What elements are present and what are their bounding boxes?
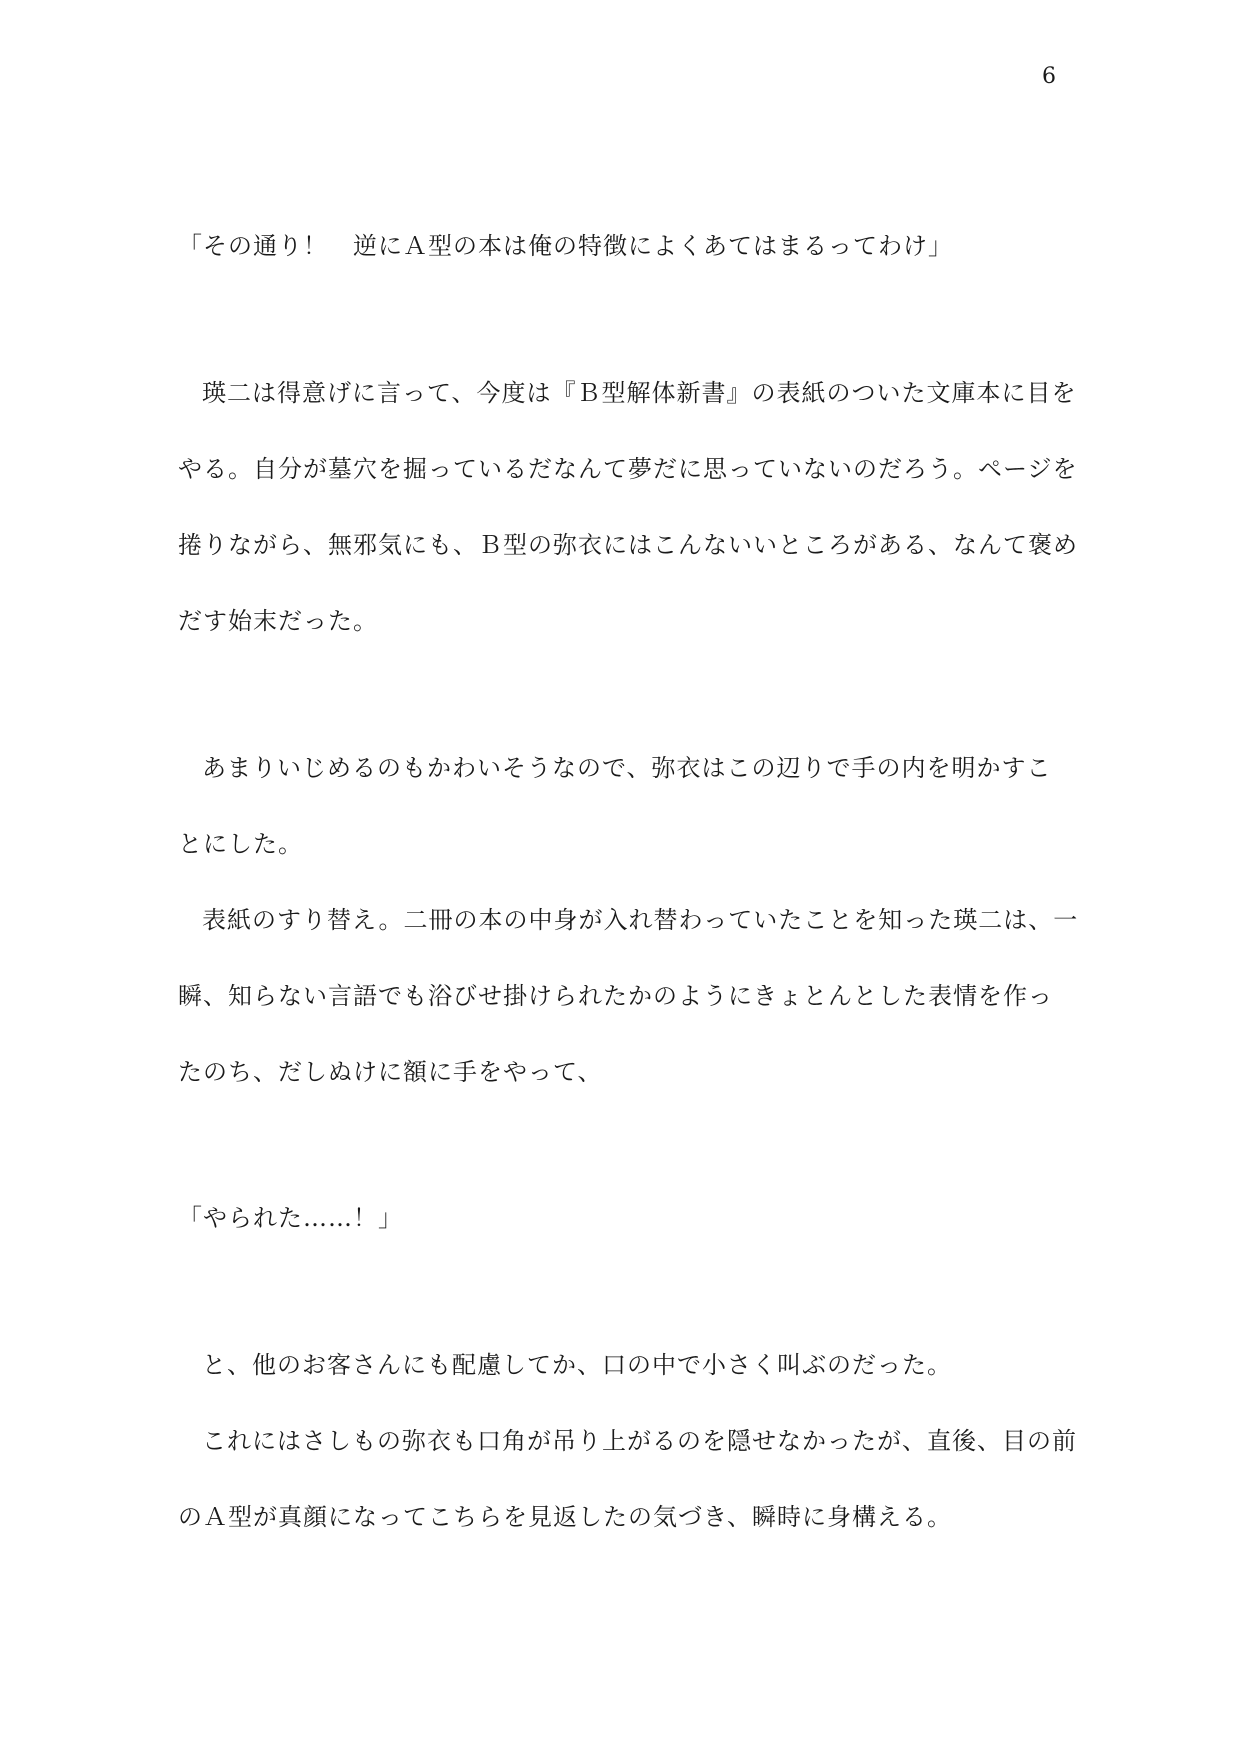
dialogue-line: 「その通り！ 逆にＡ型の本は俺の特徴によくあてはまるってわけ」	[178, 232, 953, 260]
paragraph-line: とにした。	[178, 830, 303, 858]
paragraph-line: のＡ型が真顔になってこちらを見返したの気づき、瞬時に身構える。	[178, 1503, 953, 1531]
paragraph-line: 瑛二は得意げに言って、今度は『Ｂ型解体新書』の表紙のついた文庫本に目を	[202, 379, 1077, 407]
paragraph-line: これにはさしもの弥衣も口角が吊り上がるのを隠せなかったが、直後、目の前	[202, 1427, 1077, 1455]
paragraph-line: やる。自分が墓穴を掘っているだなんて夢だに思っていないのだろう。ページを	[178, 455, 1078, 483]
paragraph-line: たのち、だしぬけに額に手をやって、	[178, 1058, 603, 1086]
paragraph-line: 表紙のすり替え。二冊の本の中身が入れ替わっていたことを知った瑛二は、一	[202, 906, 1079, 934]
paragraph-line: あまりいじめるのもかわいそうなので、弥衣はこの辺りで手の内を明かすこ	[202, 754, 1052, 782]
paragraph-line: 瞬、知らない言語でも浴びせ掛けられたかのようにきょとんとした表情を作っ	[178, 982, 1053, 1010]
paragraph-line: 捲りながら、無邪気にも、Ｂ型の弥衣にはこんないいところがある、なんて褒め	[178, 531, 1078, 559]
paragraph-line: と、他のお客さんにも配慮してか、口の中で小さく叫ぶのだった。	[202, 1351, 952, 1379]
dialogue-line: 「やられた……！」	[178, 1204, 403, 1232]
paragraph-line: だす始末だった。	[178, 607, 378, 635]
page-number: 6	[1042, 64, 1056, 89]
